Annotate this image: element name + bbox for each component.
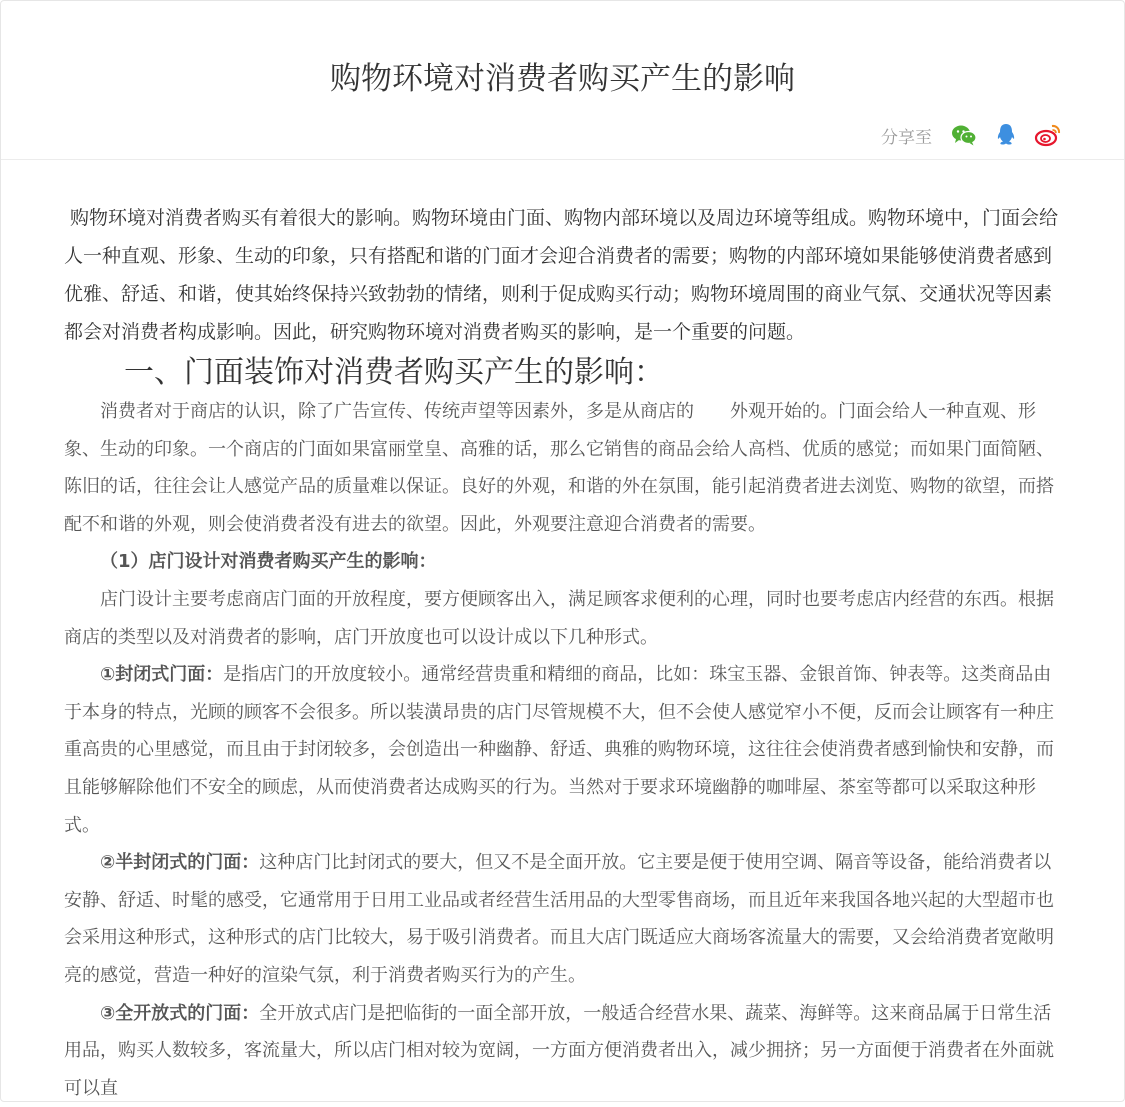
wechat-icon[interactable] <box>950 121 978 149</box>
section-heading: 一、门面装饰对消费者购买产生的影响： <box>64 353 1064 393</box>
paragraph: 消费者对于商店的认识，除了广告宣传、传统声望等因素外，多是从商店的 外观开始的。门面会给人一种直观、形象、生动的印象。一个商店的门面如果富丽堂皇、高雅的话，那么它销售的商品会给人高档、优质的感觉；而如果门面简陋、陈旧的话，往往会让人感觉产品的质量难以保证。良好的外观，和谐的外在氛围，能引起消费者进去浏览、购物的欲望，而搭配不和谐的外观，则会使消费者没有进去的欲望。因此，外观要注意迎合消费者的需要。 <box>64 393 1064 543</box>
share-bar <box>881 121 1062 149</box>
subheading: （1）店门设计对消费者购买产生的影响： <box>64 543 1064 581</box>
share-label: 分享至 <box>881 123 932 148</box>
item-text: 这种店门比封闭式的要大，但又不是全面开放。它主要是便于使用空调、隔音等设备，能给消费者以安静、舒适、时髦的感受，它通常用于日用工业品或者经营生活用品的大型零售商场，而且近年来我国各地兴起的大型超市也会采用这种形式，这种形式的店门比较大，易于吸引消费者。而且大店门既适应大商场客流量大的需要，又会给消费者宽敞明亮的感觉，营造一种好的渲染气氛，利于消费者购买行为的产生。 <box>64 852 1054 986</box>
item-label: ①封闭式门面： <box>100 664 223 685</box>
intro-paragraph: 购物环境对消费者购买有着很大的影响。购物环境由门面、购物内部环境以及周边环境等组成。购物环境中，门面会给人一种直观、形象、生动的印象，只有搭配和谐的门面才会迎合消费者的需要；购物的内部环境如果能够使消费者感到优雅、舒适、和谐，使其始终保持兴致勃勃的情绪，则利于促成购买行动；购物环境周围的商业气氛、交通状况等因素都会对消费者构成影响。因此，研究购物环境对消费者购买的影响，是一个重要的问题。 <box>64 199 1064 351</box>
item-text: 全开放式店门是把临街的一面全部开放，一般适合经营水果、蔬菜、海鲜等。这来商品属于日常生活用品，购买人数较多，客流量大，所以店门相对较为宽阔，一方面方便消费者出入，减少拥挤；另一方面便于消费者在外面就可以直 <box>64 1003 1054 1099</box>
weibo-icon[interactable] <box>1034 121 1062 149</box>
list-item <box>64 656 1064 844</box>
article-body <box>64 199 1064 1107</box>
list-item <box>64 995 1064 1107</box>
item-label: ②半封闭式的门面： <box>100 852 259 873</box>
paragraph: 店门设计主要考虑商店门面的开放程度，要方便顾客出入，满足顾客求便利的心理，同时也要考虑店内经营的东西。根据商店的类型以及对消费者的影响，店门开放度也可以设计成以下几种形式。 <box>64 581 1064 656</box>
item-label: ③全开放式的门面： <box>100 1003 259 1024</box>
item-text: 是指店门的开放度较小。通常经营贵重和精细的商品，比如：珠宝玉器、金银首饰、钟表等。这类商品由于本身的特点，光顾的顾客不会很多。所以装潢昂贵的店门尽管规模不大，但不会使人感觉窄小不便，反而会让顾客有一种庄重高贵的心里感觉，而且由于封闭较多，会创造出一种幽静、舒适、典雅的购物环境，这往往会使消费者感到愉快和安静，而且能够解除他们不安全的顾虑，从而使消费者达成购买的行为。当然对于要求环境幽静的咖啡屋、茶室等都可以采取这种形式。 <box>64 664 1054 835</box>
list-item <box>64 844 1064 994</box>
article-header <box>1 1 1124 160</box>
page-title: 购物环境对消费者购买产生的影响 <box>1 53 1124 98</box>
qq-icon[interactable] <box>992 121 1020 149</box>
